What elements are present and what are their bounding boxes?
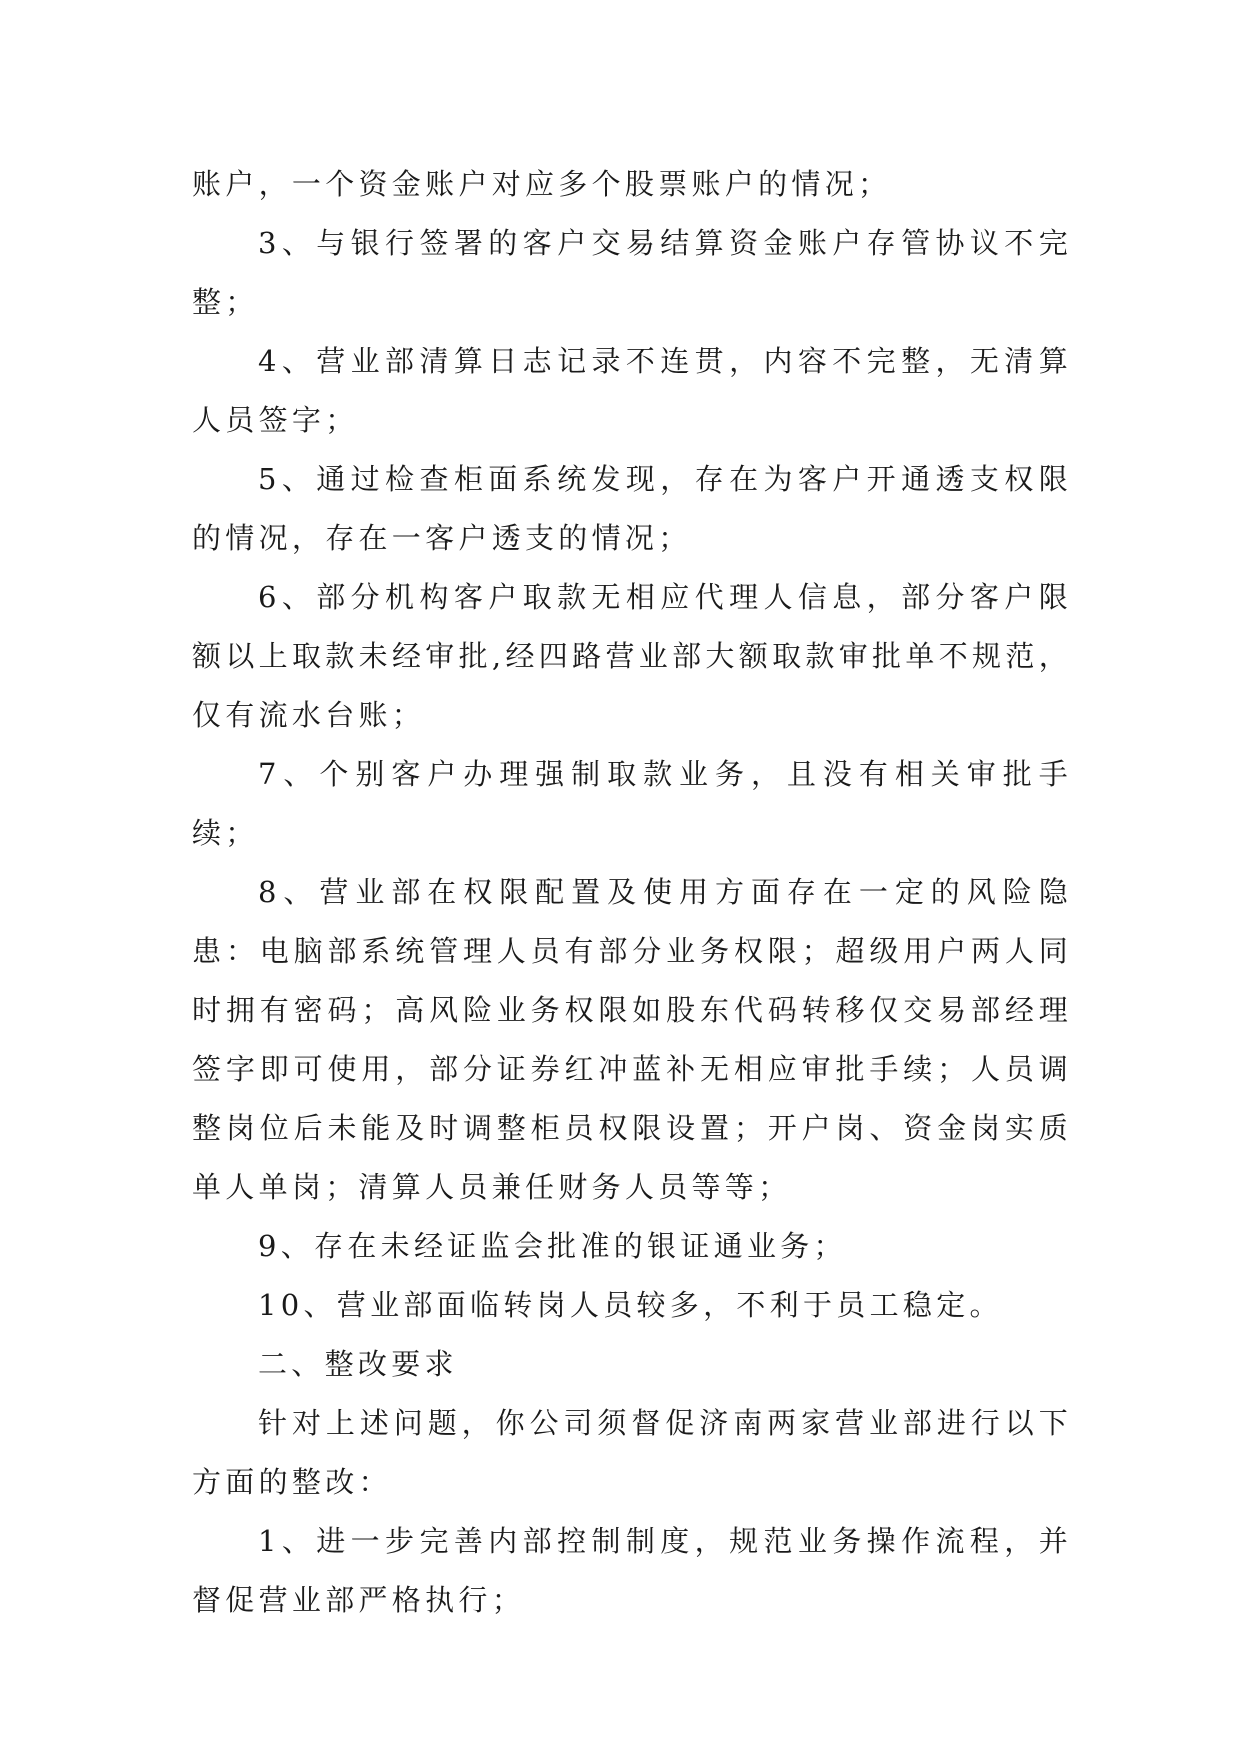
paragraph-1: 账户，一个资金账户对应多个股票账户的情况； <box>192 167 892 201</box>
paragraph-9: 10、营业部面临转岗人员较多，不利于员工稳定。 <box>258 1288 1003 1322</box>
section-heading: 二、整改要求 <box>258 1347 458 1381</box>
paragraph-11: 1、进一步完善内部控制制度，规范业务操作流程，并督促营业部严格执行； <box>192 1524 1072 1617</box>
paragraph-5: 6、部分机构客户取款无相应代理人信息，部分客户限额以上取款未经审批,经四路营业部大额取款审批单不规范，仅有流水台账； <box>192 580 1072 732</box>
paragraph-4: 5、通过检查柜面系统发现，存在为客户开通透支权限的情况，存在一客户透支的情况； <box>192 462 1072 555</box>
paragraph-7: 8、营业部在权限配置及使用方面存在一定的风险隐患：电脑部系统管理人员有部分业务权限；超级用户两人同时拥有密码；高风险业务权限如股东代码转移仅交易部经理签字即可使用，部分证券红冲蓝补无相应审批手续；人员调整岗位后未能及时调整柜员权限设置；开户岗、资金岗实质单人单岗；清算人员兼任财务人员等等； <box>192 875 1072 1204</box>
paragraph-6: 7、个别客户办理强制取款业务，且没有相关审批手续； <box>192 757 1072 850</box>
paragraph-3: 4、营业部清算日志记录不连贯，内容不完整，无清算人员签字； <box>192 344 1072 437</box>
paragraph-2: 3、与银行签署的客户交易结算资金账户存管协议不完整； <box>192 226 1072 319</box>
paragraph-8: 9、存在未经证监会批准的银证通业务； <box>258 1229 847 1263</box>
document-page <box>192 155 1072 1630</box>
paragraph-10: 针对上述问题，你公司须督促济南两家营业部进行以下方面的整改： <box>192 1406 1072 1499</box>
